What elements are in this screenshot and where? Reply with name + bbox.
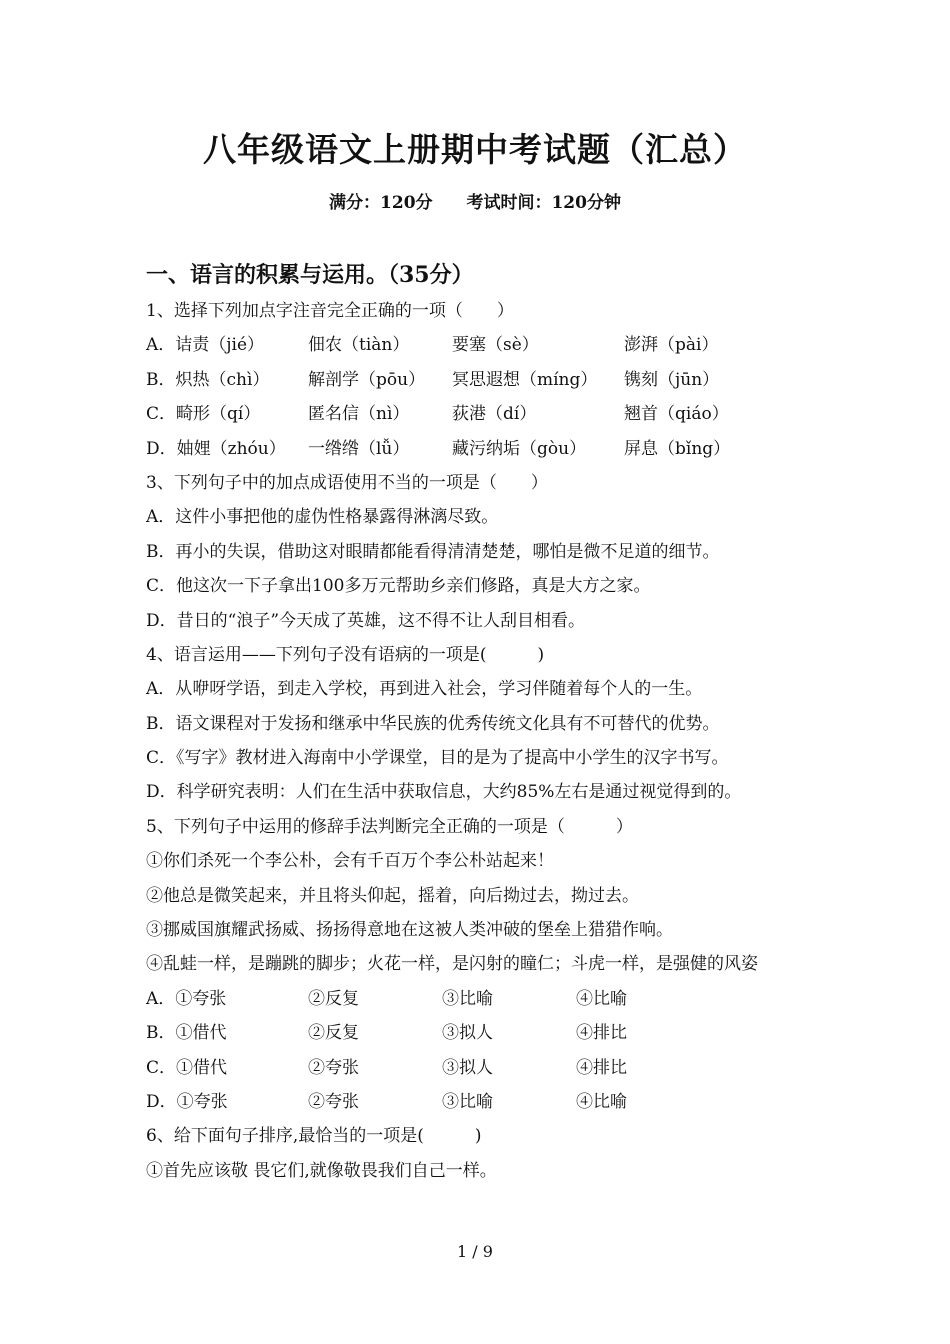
- option-cell: D．①夸张: [146, 1091, 228, 1112]
- option-cell: 冥思遐想（míng）: [452, 369, 598, 390]
- option-cell: C．畸形（qí）: [146, 404, 261, 425]
- question-5-sentence: ①你们杀死一个李公朴，会有千百万个李公朴站起来！: [146, 851, 554, 872]
- option-cell: ③比喻: [442, 988, 493, 1009]
- option-cell: B．①借代: [146, 1023, 227, 1044]
- question-1-option-row: [146, 399, 826, 433]
- option-cell: D．妯娌（zhóu）: [146, 438, 286, 459]
- question-5-sentence: ④乱蛙一样，是蹦跳的脚步；火花一样，是闪射的瞳仁；斗虎一样，是强健的风姿: [146, 954, 758, 975]
- question-1-option-row: [146, 365, 826, 399]
- option-cell: C．①借代: [146, 1057, 228, 1078]
- option-cell: ④比喻: [576, 988, 627, 1009]
- question-1-option-row: [146, 330, 826, 364]
- section-heading: 一、语言的积累与运用。（35分）: [146, 262, 474, 288]
- option-cell: ④排比: [576, 1057, 627, 1078]
- question-5-sentence: ②他总是微笑起来，并且将头仰起，摇着，向后拗过去，拗过去。: [146, 885, 639, 906]
- option-cell: A．诘责（jié）: [146, 335, 265, 356]
- question-4-option: D．科学研究表明：人们在生活中获取信息，大约85%左右是通过视觉得到的。: [146, 782, 742, 803]
- option-cell: 要塞（sè）: [452, 335, 539, 356]
- question-3-stem: 3、下列句子中的加点成语使用不当的一项是（ ）: [146, 472, 548, 493]
- option-cell: 解剖学（pōu）: [308, 369, 426, 390]
- question-5-option-row: [146, 1018, 826, 1052]
- question-5-option-row: [146, 1087, 826, 1121]
- question-3-option: A．这件小事把他的虚伪性格暴露得淋漓尽致。: [146, 507, 499, 528]
- option-cell: ③拟人: [442, 1023, 493, 1044]
- option-cell: B．炽热（chì）: [146, 369, 270, 390]
- exam-info: [0, 188, 950, 213]
- question-5-sentence: ③挪威国旗耀武扬威、扬扬得意地在这被人类冲破的堡垒上猎猎作响。: [146, 920, 673, 941]
- page-title: 八年级语文上册期中考试题（汇总）: [203, 130, 747, 169]
- option-cell: A．①夸张: [146, 988, 227, 1009]
- option-cell: 翘首（qiáo）: [624, 404, 729, 425]
- option-cell: ④比喻: [576, 1091, 627, 1112]
- question-3-option: B．再小的失误，借助这对眼睛都能看得清清楚楚，哪怕是微不足道的细节。: [146, 541, 720, 562]
- full-score: 满分：120分: [329, 193, 433, 213]
- question-5-option-row: [146, 1053, 826, 1087]
- question-4-option: A．从咿呀学语，到走入学校，再到进入社会，学习伴随着每个人的一生。: [146, 679, 703, 700]
- question-4-option: C．《写字》教材进入海南中小学课堂，目的是为了提高中小学生的汉字书写。: [146, 748, 729, 769]
- option-cell: 佃农（tiàn）: [308, 335, 410, 356]
- option-cell: ④排比: [576, 1023, 627, 1044]
- question-1-stem: 1、选择下列加点字注音完全正确的一项（ ）: [146, 301, 514, 321]
- option-cell: 一绺绺（lǚ）: [308, 438, 410, 459]
- question-4-option: B．语文课程对于发扬和继承中华民族的优秀传统文化具有不可替代的优势。: [146, 713, 720, 734]
- question-5-option-row: [146, 984, 826, 1018]
- option-cell: ②夸张: [308, 1091, 359, 1112]
- option-cell: 荻港（dí）: [452, 404, 537, 425]
- page-number: 1 / 9: [457, 1242, 493, 1261]
- option-cell: ②夸张: [308, 1057, 359, 1078]
- question-4-stem: 4、语言运用——下列句子没有语病的一项是( ): [146, 644, 545, 665]
- option-cell: ③比喻: [442, 1091, 493, 1112]
- option-cell: ②反复: [308, 1023, 359, 1044]
- option-cell: 屏息（bǐng）: [624, 438, 731, 459]
- question-3-option: C．他这次一下子拿出100多万元帮助乡亲们修路，真是大方之家。: [146, 576, 651, 597]
- question-1-option-row: [146, 434, 826, 468]
- option-cell: 镌刻（jūn）: [624, 369, 720, 390]
- question-6-sentence: ①首先应该敬 畏它们,就像敬畏我们自己一样。: [146, 1160, 497, 1181]
- option-cell: ②反复: [308, 988, 359, 1009]
- exam-time: 考试时间：120分钟: [466, 193, 621, 213]
- option-cell: 澎湃（pài）: [624, 335, 719, 356]
- question-6-stem: 6、给下面句子排序,最恰当的一项是( ): [146, 1126, 482, 1147]
- question-5-stem: 5、下列句子中运用的修辞手法判断完全正确的一项是（ ）: [146, 816, 633, 837]
- question-3-option: D．昔日的“浪子”今天成了英雄，这不得不让人刮目相看。: [146, 610, 586, 631]
- option-cell: 匿名信（nì）: [308, 404, 410, 425]
- question-content: [146, 296, 826, 1190]
- option-cell: 藏污纳垢（gòu）: [452, 438, 587, 459]
- option-cell: ③拟人: [442, 1057, 493, 1078]
